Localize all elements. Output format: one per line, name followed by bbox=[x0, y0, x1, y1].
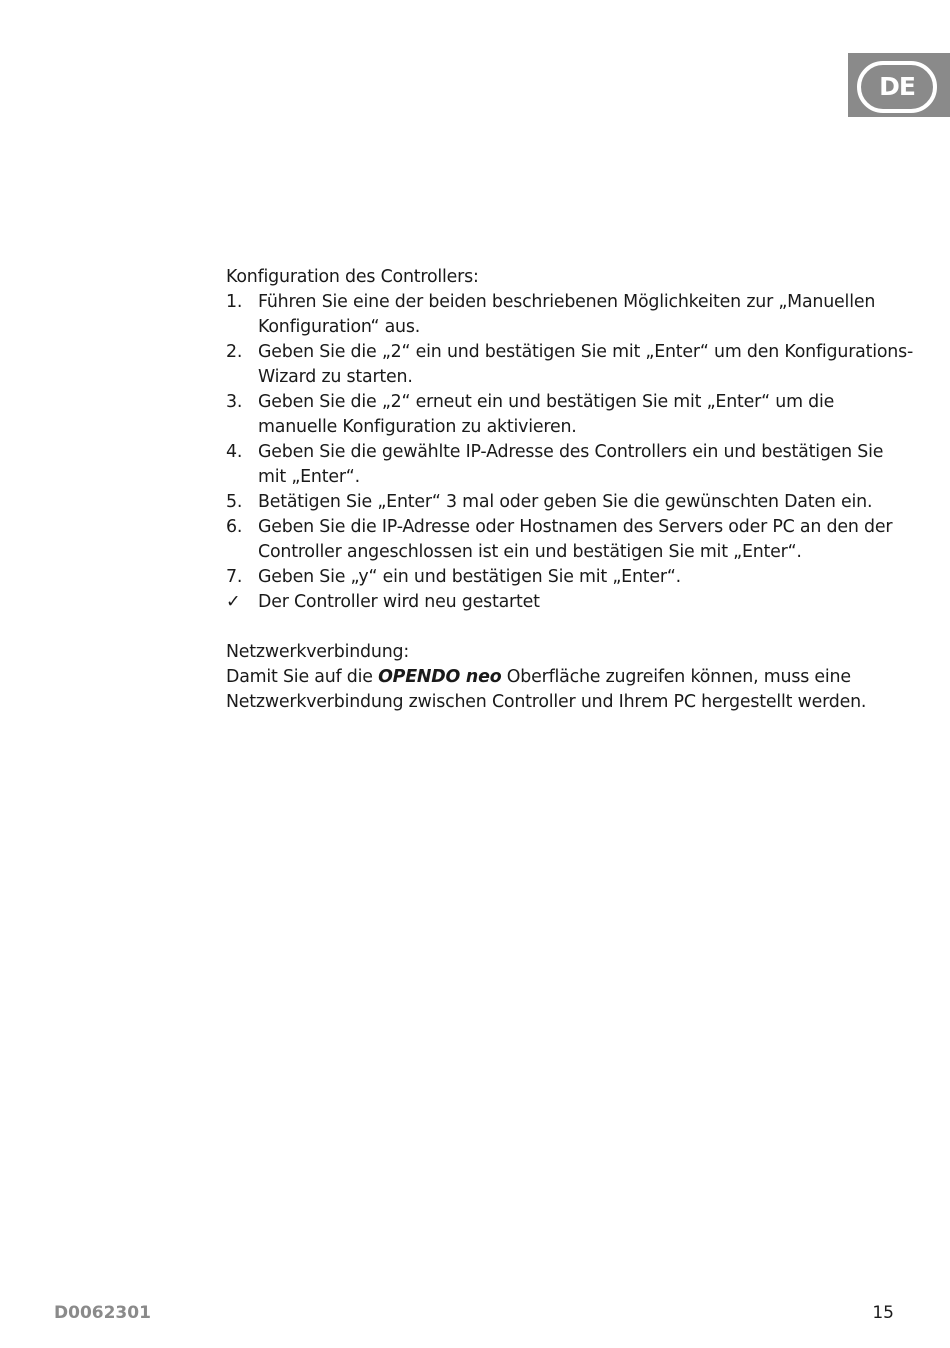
step-text: Geben Sie „y“ ein und bestätigen Sie mit „Enter“. bbox=[258, 567, 681, 587]
step-text: Betätigen Sie „Enter“ 3 mal oder geben Sie die gewünschten Daten ein. bbox=[258, 492, 873, 512]
step-text: Geben Sie die gewählte IP-Adresse des Controllers ein und bestätigen Sie mit „Enter“. bbox=[258, 442, 884, 487]
language-tab bbox=[848, 53, 950, 117]
step-marker: 3. bbox=[226, 392, 243, 412]
config-heading: Konfiguration des Controllers: bbox=[226, 267, 479, 287]
step-marker: 1. bbox=[226, 292, 243, 312]
list-item bbox=[226, 515, 916, 565]
page-content bbox=[226, 265, 916, 715]
list-item bbox=[226, 340, 916, 390]
step-text: Geben Sie die „2“ ein und bestätigen Sie mit „Enter“ um den Konfigurations-Wizard zu starten. bbox=[258, 342, 914, 387]
step-text: Geben Sie die IP-Adresse oder Hostnamen des Servers oder PC an den der Controller angeschlossen ist ein und bestätigen Sie mit „Enter“. bbox=[258, 517, 893, 562]
step-text: Führen Sie eine der beiden beschriebenen Möglichkeiten zur „Manuellen Konfiguration“ aus. bbox=[258, 292, 876, 337]
config-steps-list bbox=[226, 290, 916, 615]
step-marker: 4. bbox=[226, 442, 243, 462]
step-text: Geben Sie die „2“ erneut ein und bestätigen Sie mit „Enter“ um die manuelle Konfiguration zu aktivieren. bbox=[258, 392, 835, 437]
network-paragraph bbox=[226, 665, 916, 715]
list-item bbox=[226, 590, 916, 615]
step-marker: 2. bbox=[226, 342, 243, 362]
network-text-before: Damit Sie auf die bbox=[226, 667, 379, 687]
page-number: 15 bbox=[872, 1303, 894, 1323]
checkmark-icon: ✓ bbox=[226, 592, 241, 612]
document-code: D0062301 bbox=[54, 1303, 151, 1323]
list-item bbox=[226, 440, 916, 490]
list-item bbox=[226, 390, 916, 440]
network-text-after: Oberfläche zugreifen können, muss eine Netzwerkverbindung zwischen Controller und Ihrem PC hergestellt werden. bbox=[226, 667, 867, 712]
step-marker: 5. bbox=[226, 492, 243, 512]
list-item bbox=[226, 565, 916, 590]
language-badge: DE bbox=[857, 61, 937, 113]
step-marker: 6. bbox=[226, 517, 243, 537]
list-item bbox=[226, 290, 916, 340]
network-heading: Netzwerkverbindung: bbox=[226, 642, 410, 662]
brand-name: OPENDO neo bbox=[378, 667, 502, 687]
step-marker: 7. bbox=[226, 567, 243, 587]
list-item bbox=[226, 490, 916, 515]
paragraph-spacer bbox=[226, 615, 916, 640]
step-text: Der Controller wird neu gestartet bbox=[258, 592, 540, 612]
